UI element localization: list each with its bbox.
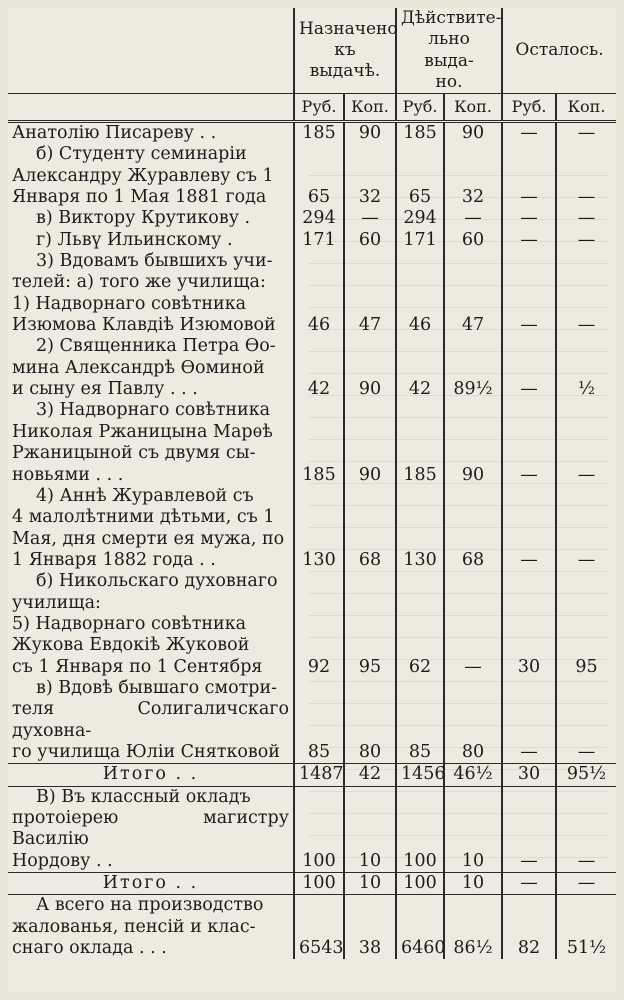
assigned-kop-cell: 47: [344, 251, 396, 336]
ledger-row: [8, 786, 616, 872]
remaining-rub-cell: 30: [502, 764, 556, 786]
assigned-rub-cell: 185: [294, 122, 344, 145]
row-description: [8, 873, 294, 895]
assigned-kop-cell: 60: [344, 230, 396, 251]
assigned-kop-cell: 90: [344, 400, 396, 485]
issued-rub-cell: 1456: [396, 764, 444, 786]
subheader-kop: Коп.: [556, 94, 616, 122]
assigned-kop-cell: 32: [344, 144, 396, 208]
remaining-kop-cell: —: [577, 229, 596, 250]
issued-kop-cell: 90: [444, 400, 502, 485]
description-line: б) Студенту семинаріи: [36, 144, 247, 165]
description-line: 5) Надворнаго совѣтника: [12, 613, 247, 634]
remaining-kop-cell: 95½: [556, 764, 616, 786]
description-line: Нордову . .: [12, 850, 113, 871]
issued-kop-cell: 32: [444, 144, 502, 208]
remaining-rub-cell: 30: [502, 571, 556, 678]
remaining-kop-cell: —: [577, 549, 596, 570]
issued-kop-cell: 10: [444, 873, 502, 895]
issued-rub-cell: 294: [396, 208, 444, 229]
ledger-row: [8, 571, 616, 678]
description-line: 1 Января 1882 года . .: [12, 549, 216, 570]
description-line: теля Солигаличскаго духовна-: [12, 699, 289, 741]
description-line: училища:: [12, 592, 101, 613]
issued-kop-cell: 86½: [444, 895, 502, 960]
issued-kop-cell: 68: [444, 486, 502, 571]
row-description: [8, 764, 294, 786]
row-description: [8, 486, 294, 571]
ledger-row: [8, 122, 616, 145]
header-description: [8, 8, 294, 94]
issued-rub-cell: 85: [396, 678, 444, 764]
assigned-rub-cell: 100: [294, 873, 344, 895]
row-description: [8, 144, 294, 208]
assigned-rub-cell: 6543: [294, 895, 344, 960]
issued-rub-cell: 130: [396, 486, 444, 571]
description-line: А всего на производство: [36, 895, 264, 916]
description-line: 4 малолѣтними дѣтьми, съ 1: [12, 507, 275, 528]
issued-kop-cell: 47: [444, 251, 502, 336]
issued-kop-cell: —: [444, 571, 502, 678]
issued-kop-cell: 89½: [444, 336, 502, 400]
description-line: мина Александрѣ Ѳоминой: [12, 357, 265, 378]
assigned-kop-cell: 10: [344, 873, 396, 895]
assigned-rub-cell: 85: [294, 678, 344, 764]
assigned-kop-cell: 90: [344, 336, 396, 400]
issued-rub-cell: 100: [396, 786, 444, 872]
row-description: [8, 122, 294, 145]
row-description: [8, 336, 294, 400]
description-line: 4) Аннѣ Журавлевой съ: [36, 485, 254, 506]
remaining-kop-cell: —: [577, 187, 596, 208]
assigned-kop-cell: —: [344, 208, 396, 229]
issued-rub-cell: 185: [396, 122, 444, 145]
subheader-rub: Руб.: [396, 94, 444, 122]
description-line: В) Въ классный окладъ: [36, 786, 251, 807]
row-description: [8, 400, 294, 485]
description-line: Николая Ржаницына Марѳѣ: [12, 421, 273, 442]
ledger-row: [8, 486, 616, 571]
subheader-rub: Руб.: [294, 94, 344, 122]
assigned-kop-cell: 68: [344, 486, 396, 571]
remaining-rub-cell: —: [502, 400, 556, 485]
assigned-rub-cell: 1487: [294, 764, 344, 786]
ledger-table: [8, 8, 616, 959]
remaining-rub-cell: —: [502, 873, 556, 895]
description-line: телей: а) того же училища:: [12, 272, 266, 293]
description-line: 1) Надворнаго совѣтника: [12, 293, 247, 314]
remaining-kop-cell: —: [577, 741, 596, 762]
issued-kop-cell: 46½: [444, 764, 502, 786]
row-description: [8, 678, 294, 764]
ledger-row: [8, 336, 616, 400]
remaining-kop-cell: —: [556, 873, 616, 895]
ledger-row: [8, 251, 616, 336]
ledger-row: [8, 144, 616, 208]
row-description: [8, 208, 294, 229]
assigned-kop-cell: 80: [344, 678, 396, 764]
remaining-kop-cell: —: [577, 850, 596, 871]
description-line: жалованья, пенсій и клас-: [12, 916, 256, 937]
description-line: Изюмова Клавдіѣ Изюмовой: [12, 315, 276, 336]
assigned-rub-cell: 92: [294, 571, 344, 678]
description-line: Жукова Евдокіѣ Жуковой: [12, 635, 250, 656]
description-line: Итого . .: [102, 764, 199, 785]
description-line: новьями . . .: [12, 464, 124, 485]
header-assigned: Назначено къ выдачѣ.: [294, 8, 396, 94]
issued-rub-cell: 171: [396, 230, 444, 251]
assigned-rub-cell: 294: [294, 208, 344, 229]
description-line: Итого . .: [102, 873, 199, 894]
remaining-rub-cell: —: [502, 251, 556, 336]
remaining-rub-cell: —: [502, 486, 556, 571]
subheader-blank: [8, 94, 294, 122]
ledger-body: [8, 122, 616, 960]
description-line: в) Виктору Крутикову .: [36, 208, 251, 229]
description-line: 3) Вдовамъ бывшихъ учи-: [36, 251, 273, 272]
row-description: [8, 895, 294, 960]
description-line: 3) Надворнаго совѣтника: [36, 400, 271, 421]
issued-kop-cell: —: [444, 208, 502, 229]
row-description: [8, 786, 294, 872]
ledger-row: [8, 678, 616, 764]
remaining-kop-cell: 51½: [566, 938, 607, 959]
description-line: Ржаницыной съ двумя сы-: [12, 443, 256, 464]
issued-rub-cell: 185: [396, 400, 444, 485]
issued-rub-cell: 100: [396, 873, 444, 895]
description-line: г) Львү Ильинскому .: [36, 229, 233, 250]
description-line: и сыну ея Павлу . . .: [12, 379, 198, 400]
assigned-rub-cell: 65: [294, 144, 344, 208]
issued-rub-cell: 46: [396, 251, 444, 336]
subheader-kop: Коп.: [444, 94, 502, 122]
remaining-rub-cell: —: [502, 786, 556, 872]
header-remaining: Осталось.: [502, 8, 616, 94]
issued-rub-cell: 65: [396, 144, 444, 208]
header-issued: Дѣйствите- льно выда- но.: [396, 8, 502, 94]
ledger-row: [8, 230, 616, 251]
description-line: го училища Юліи Снятковой: [12, 741, 280, 762]
assigned-kop-cell: 42: [344, 764, 396, 786]
subheader-kop: Коп.: [344, 94, 396, 122]
row-description: [8, 251, 294, 336]
remaining-rub-cell: —: [502, 230, 556, 251]
subheader-rub: Руб.: [502, 94, 556, 122]
assigned-kop-cell: 90: [344, 122, 396, 145]
remaining-kop-cell: —: [577, 123, 596, 143]
issued-rub-cell: 62: [396, 571, 444, 678]
issued-kop-cell: 10: [444, 786, 502, 872]
total-row: [8, 873, 616, 895]
remaining-rub-cell: —: [502, 678, 556, 764]
ledger-row: [8, 208, 616, 229]
description-line: б) Никольскаго духовнаго: [36, 571, 278, 592]
remaining-rub-cell: —: [502, 336, 556, 400]
assigned-rub-cell: 100: [294, 786, 344, 872]
assigned-rub-cell: 46: [294, 251, 344, 336]
remaining-rub-cell: —: [502, 122, 556, 145]
ledger-row: [8, 400, 616, 485]
ledger-row: [8, 895, 616, 960]
assigned-kop-cell: 38: [344, 895, 396, 960]
remaining-kop-cell: —: [577, 315, 596, 336]
description-line: 2) Священника Петра Ѳо-: [36, 336, 276, 357]
issued-kop-cell: 80: [444, 678, 502, 764]
remaining-kop-cell: —: [577, 464, 596, 485]
description-line: в) Вдовѣ бывшаго смотри-: [36, 677, 278, 698]
row-description: [8, 230, 294, 251]
description-line: снаго оклада . . .: [12, 938, 167, 959]
description-line: Анатолію Писареву . .: [12, 123, 217, 143]
remaining-rub-cell: 82: [502, 895, 556, 960]
assigned-kop-cell: 10: [344, 786, 396, 872]
total-row: [8, 764, 616, 786]
assigned-rub-cell: 130: [294, 486, 344, 571]
row-description: [8, 571, 294, 678]
assigned-rub-cell: 185: [294, 400, 344, 485]
issued-kop-cell: 90: [444, 122, 502, 145]
remaining-kop-cell: ½: [578, 379, 596, 400]
description-line: протоіерею магистру Василію: [12, 808, 289, 850]
remaining-kop-cell: —: [577, 208, 596, 229]
book-page: [8, 8, 616, 992]
assigned-rub-cell: 42: [294, 336, 344, 400]
description-line: съ 1 Января по 1 Сентября: [12, 656, 263, 677]
description-line: Александру Журавлеву съ 1: [12, 165, 274, 186]
remaining-rub-cell: —: [502, 144, 556, 208]
remaining-rub-cell: —: [502, 208, 556, 229]
description-line: Мая, дня смерти ея мужа, по: [12, 528, 285, 549]
remaining-kop-cell: 95: [575, 656, 598, 677]
assigned-kop-cell: 95: [344, 571, 396, 678]
issued-rub-cell: 6460: [396, 895, 444, 960]
description-line: Января по 1 Мая 1881 года: [12, 187, 267, 208]
assigned-rub-cell: 171: [294, 230, 344, 251]
issued-rub-cell: 42: [396, 336, 444, 400]
issued-kop-cell: 60: [444, 230, 502, 251]
